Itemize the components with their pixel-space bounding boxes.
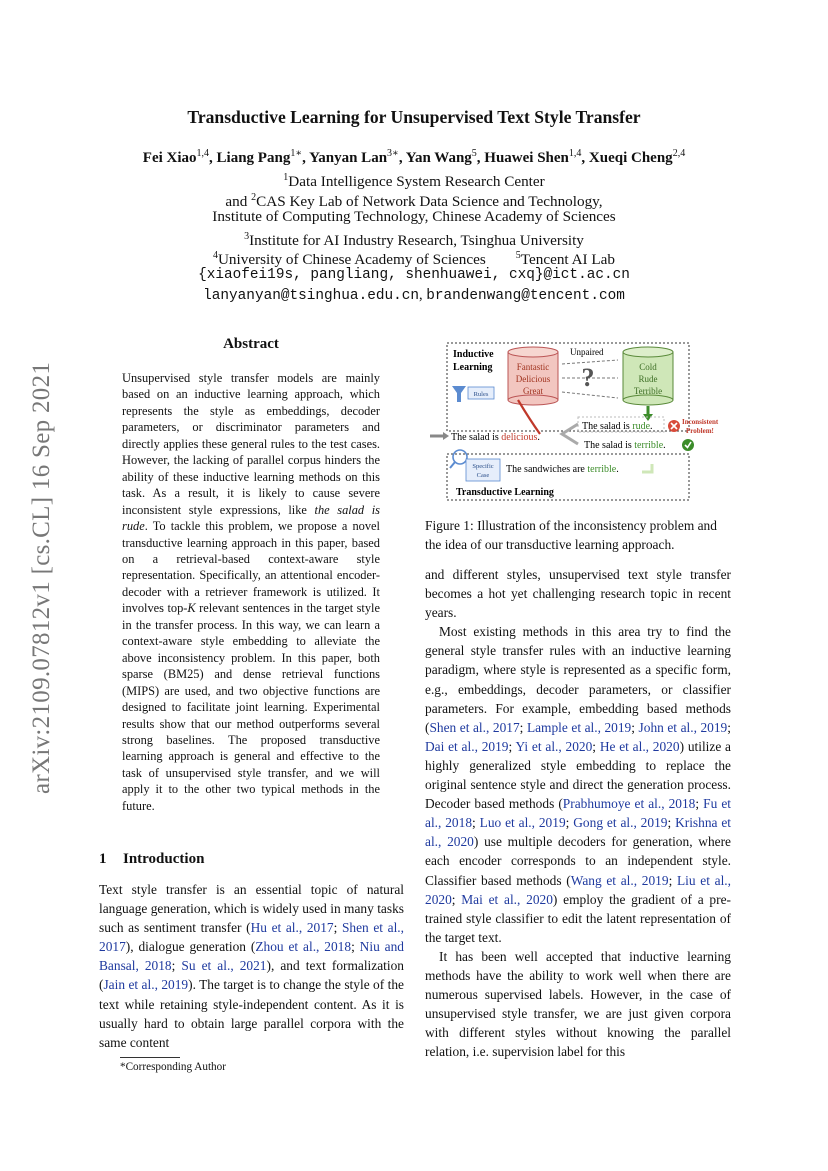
- citation-link[interactable]: Yi et al., 2020: [515, 738, 593, 754]
- citation-link[interactable]: Fu et al., 2018: [425, 796, 731, 831]
- affiliation-3: Institute of Computing Technology, Chinese Academy of Sciences: [212, 208, 616, 225]
- author-name: Yan Wang: [405, 150, 472, 166]
- author-name: Fei Xiao: [142, 150, 197, 166]
- citation-link[interactable]: Dai et al., 2019: [425, 738, 509, 754]
- citation-link[interactable]: Gong et al., 2019: [573, 815, 668, 831]
- citation-link[interactable]: Krishna et al., 2020: [425, 815, 732, 850]
- citation-link[interactable]: John et al., 2019: [638, 719, 728, 735]
- transductive-label: Transductive Learning: [456, 487, 554, 498]
- footnote-rule: [120, 1057, 180, 1058]
- paper-title: Transductive Learning for Unsupervised Text Style Transfer: [187, 107, 641, 127]
- citation-link[interactable]: Wang et al., 2019: [570, 872, 669, 888]
- citation-link[interactable]: Su et al., 2021: [181, 958, 267, 974]
- retrieved-sentence: The sandwiches are terrible.: [506, 464, 619, 475]
- target-style-database: [623, 347, 673, 405]
- specific-label-2: Case: [476, 472, 490, 479]
- abstract-heading: Abstract: [223, 336, 279, 352]
- citation-link[interactable]: Zhou et al., 2018: [255, 939, 352, 955]
- arxiv-stamp: arXiv:2109.07812v1 [cs.CL] 16 Sep 2021: [28, 361, 55, 794]
- abstract-body: Unsupervised style transfer models are mainly based on an inductive learning approach, which represents the style as embeddings, decoder parameters, or discriminator parameters and directly applies these general rules to the test cases. However, the lacking of parallel corpus hinders the ability of these inductive learning methods on this task. As a result, it is likely to cause severe inconsistent style expressions, like the salad is rude. To tackle this problem, we propose a novel transductive learning approach in this paper, based on a retrieval-based context-aware style representation. Specifically, an attentional encoder-decoder with a retriever framework is utilized. It involves top-K relevant sentences in the target style in the transfer process. In this way, we can learn a context-aware style embedding to alleviate the above inconsistency problem. In this paper, both sparse (BM25) and dense retrieval functions (MIPS) are used, and two objective functions are designed to facilitate joint learning. Experimental results show that our method outperforms several strong baselines. The proposed transductive learning approach is general and effective to the task of unsupervised style transfer, and we will apply it to the other two typical methods in the future.: [122, 371, 381, 813]
- citation-link[interactable]: Jain et al., 2019: [103, 977, 189, 993]
- affiliation-4: $^3$Institute for AI Industry Research, Tsinghua University: [244, 230, 584, 249]
- citation-link[interactable]: Lample et al., 2019: [526, 719, 632, 735]
- right-paragraph-3: It has been well accepted that inductive learning methods have the ability to work well when there are numerous supervised labels. However, in the case of unsupervised style transfer, we are just given corpora with different styles without knowing the parallel relation, i.e. supervision label for this: [425, 948, 731, 1060]
- affiliation-1: $^1$Data Intelligence System Research Center: [283, 172, 545, 191]
- question-mark-icon: ?: [581, 363, 595, 392]
- author-name: Yanyan Lan: [309, 150, 388, 166]
- citation-link[interactable]: Luo et al., 2019: [479, 815, 566, 831]
- footnote: *Corresponding Author: [120, 1061, 226, 1073]
- author-name: Xueqi Cheng: [588, 150, 673, 166]
- right-column-body: [425, 565, 731, 1061]
- citation-link[interactable]: Niu and Bansal, 2018: [99, 939, 404, 974]
- input-sentence: The salad is delicious.: [451, 432, 540, 443]
- output-inconsistent: The salad is rude.: [582, 421, 653, 432]
- check-icon: [682, 439, 694, 451]
- citation-link[interactable]: Shen et al., 2017: [429, 719, 520, 735]
- citation-link[interactable]: Mai et al., 2020: [461, 891, 553, 907]
- email-line-2: lanyanyan@tsinghua.edu.cn, brandenwang@tencent.com: [203, 287, 625, 304]
- inductive-label-2: Learning: [453, 362, 493, 373]
- citation-link[interactable]: Prabhumoye et al., 2018: [562, 796, 696, 812]
- inductive-label-1: Inductive: [453, 349, 494, 360]
- source-word-2: Delicious: [515, 374, 551, 384]
- author-list: Fei Xiao$^{1,4}$, Liang Pang$^{1∗}$, Yanyan Lan$^{3∗}$, Yan Wang$^5$, Huawei Shen$^{1,4}$, Xueqi Cheng$^{2,4}$: [142, 148, 686, 166]
- right-paragraph-1: and different styles, unsupervised text style transfer becomes a hot yet challenging research topic in recent years.: [425, 567, 731, 621]
- unpaired-label: Unpaired: [570, 347, 604, 357]
- target-word-1: Cold: [639, 362, 657, 372]
- citation-link[interactable]: Shen et al., 2017: [99, 920, 405, 955]
- section-heading-introduction: 1 Introduction: [99, 851, 205, 867]
- source-word-3: Great: [523, 386, 543, 396]
- citation-link[interactable]: He et al., 2020: [599, 738, 680, 754]
- rules-label: Rules: [473, 391, 489, 398]
- affiliation-2: and $^2$CAS Key Lab of Network Data Science and Technology,: [225, 191, 603, 210]
- figure-1-diagram: [430, 340, 719, 506]
- rules-funnel-icon: [452, 386, 494, 402]
- right-paragraph-2: Most existing methods in this area try to find the general style transfer rules with an inductive learning paradigm, where style is represented as a specific form, e.g., embeddings, decoder parameters, or classifier parameters. For example, embedding based methods (Shen et al., 2017; Lample et al., 2019; John et al., 2019; Dai et al., 2019; Yi et al., 2020; He et al., 2020) utilize a highly generalized style embedding to replace the original sentence style and direct the generation process. Decoder based methods (Prabhumoye et al., 2018; Fu et al., 2018; Luo et al., 2019; Gong et al., 2019; Krishna et al., 2020) use multiple decoders for generation, where each encoder corresponds to an independent style. Classifier based methods (Wang et al., 2019; Liu et al., 2020; Mai et al., 2020) employ the gradient of a pre-trained style classifier to edit the latent representation of the target text.: [425, 624, 732, 945]
- affiliation-5-6: $^4$University of Chinese Academy of Sciences $^5$Tencent AI Lab: [212, 250, 616, 269]
- output-consistent: The salad is terrible.: [584, 440, 666, 451]
- target-word-3: Terrible: [633, 386, 663, 396]
- inconsistent-label-1: Inconsistent: [682, 418, 719, 426]
- figure-caption: Figure 1: Illustration of the inconsistency problem and the idea of our transductive learning approach.: [425, 518, 717, 552]
- specific-label-1: Specific: [472, 463, 494, 470]
- citation-link[interactable]: Liu et al., 2020: [425, 872, 731, 907]
- email-line-1: {xiaofei19s, pangliang, shenhuawei, cxq}@ict.ac.cn: [198, 267, 630, 283]
- target-word-2: Rude: [638, 374, 658, 384]
- search-icon: [450, 450, 467, 468]
- source-style-database: [508, 347, 558, 405]
- author-name: Liang Pang: [216, 150, 291, 166]
- intro-paragraph: Text style transfer is an essential topic of natural language generation, which is widely used in many tasks such as sentiment transfer (Hu et al., 2017; Shen et al., 2017), dialogue generation (Zhou et al., 2018; Niu and Bansal, 2018; Su et al., 2021), and text formalization (Jain et al., 2019). The target is to change the style of the text while retaining style-independent content. As it is usually hard to obtain large parallel corpora with the same content: [99, 882, 405, 1050]
- source-word-1: Fantastic: [516, 362, 550, 372]
- author-name: Huawei Shen: [484, 150, 569, 166]
- inconsistent-label-2: Problem!: [686, 427, 714, 435]
- citation-link[interactable]: Hu et al., 2017: [250, 920, 334, 936]
